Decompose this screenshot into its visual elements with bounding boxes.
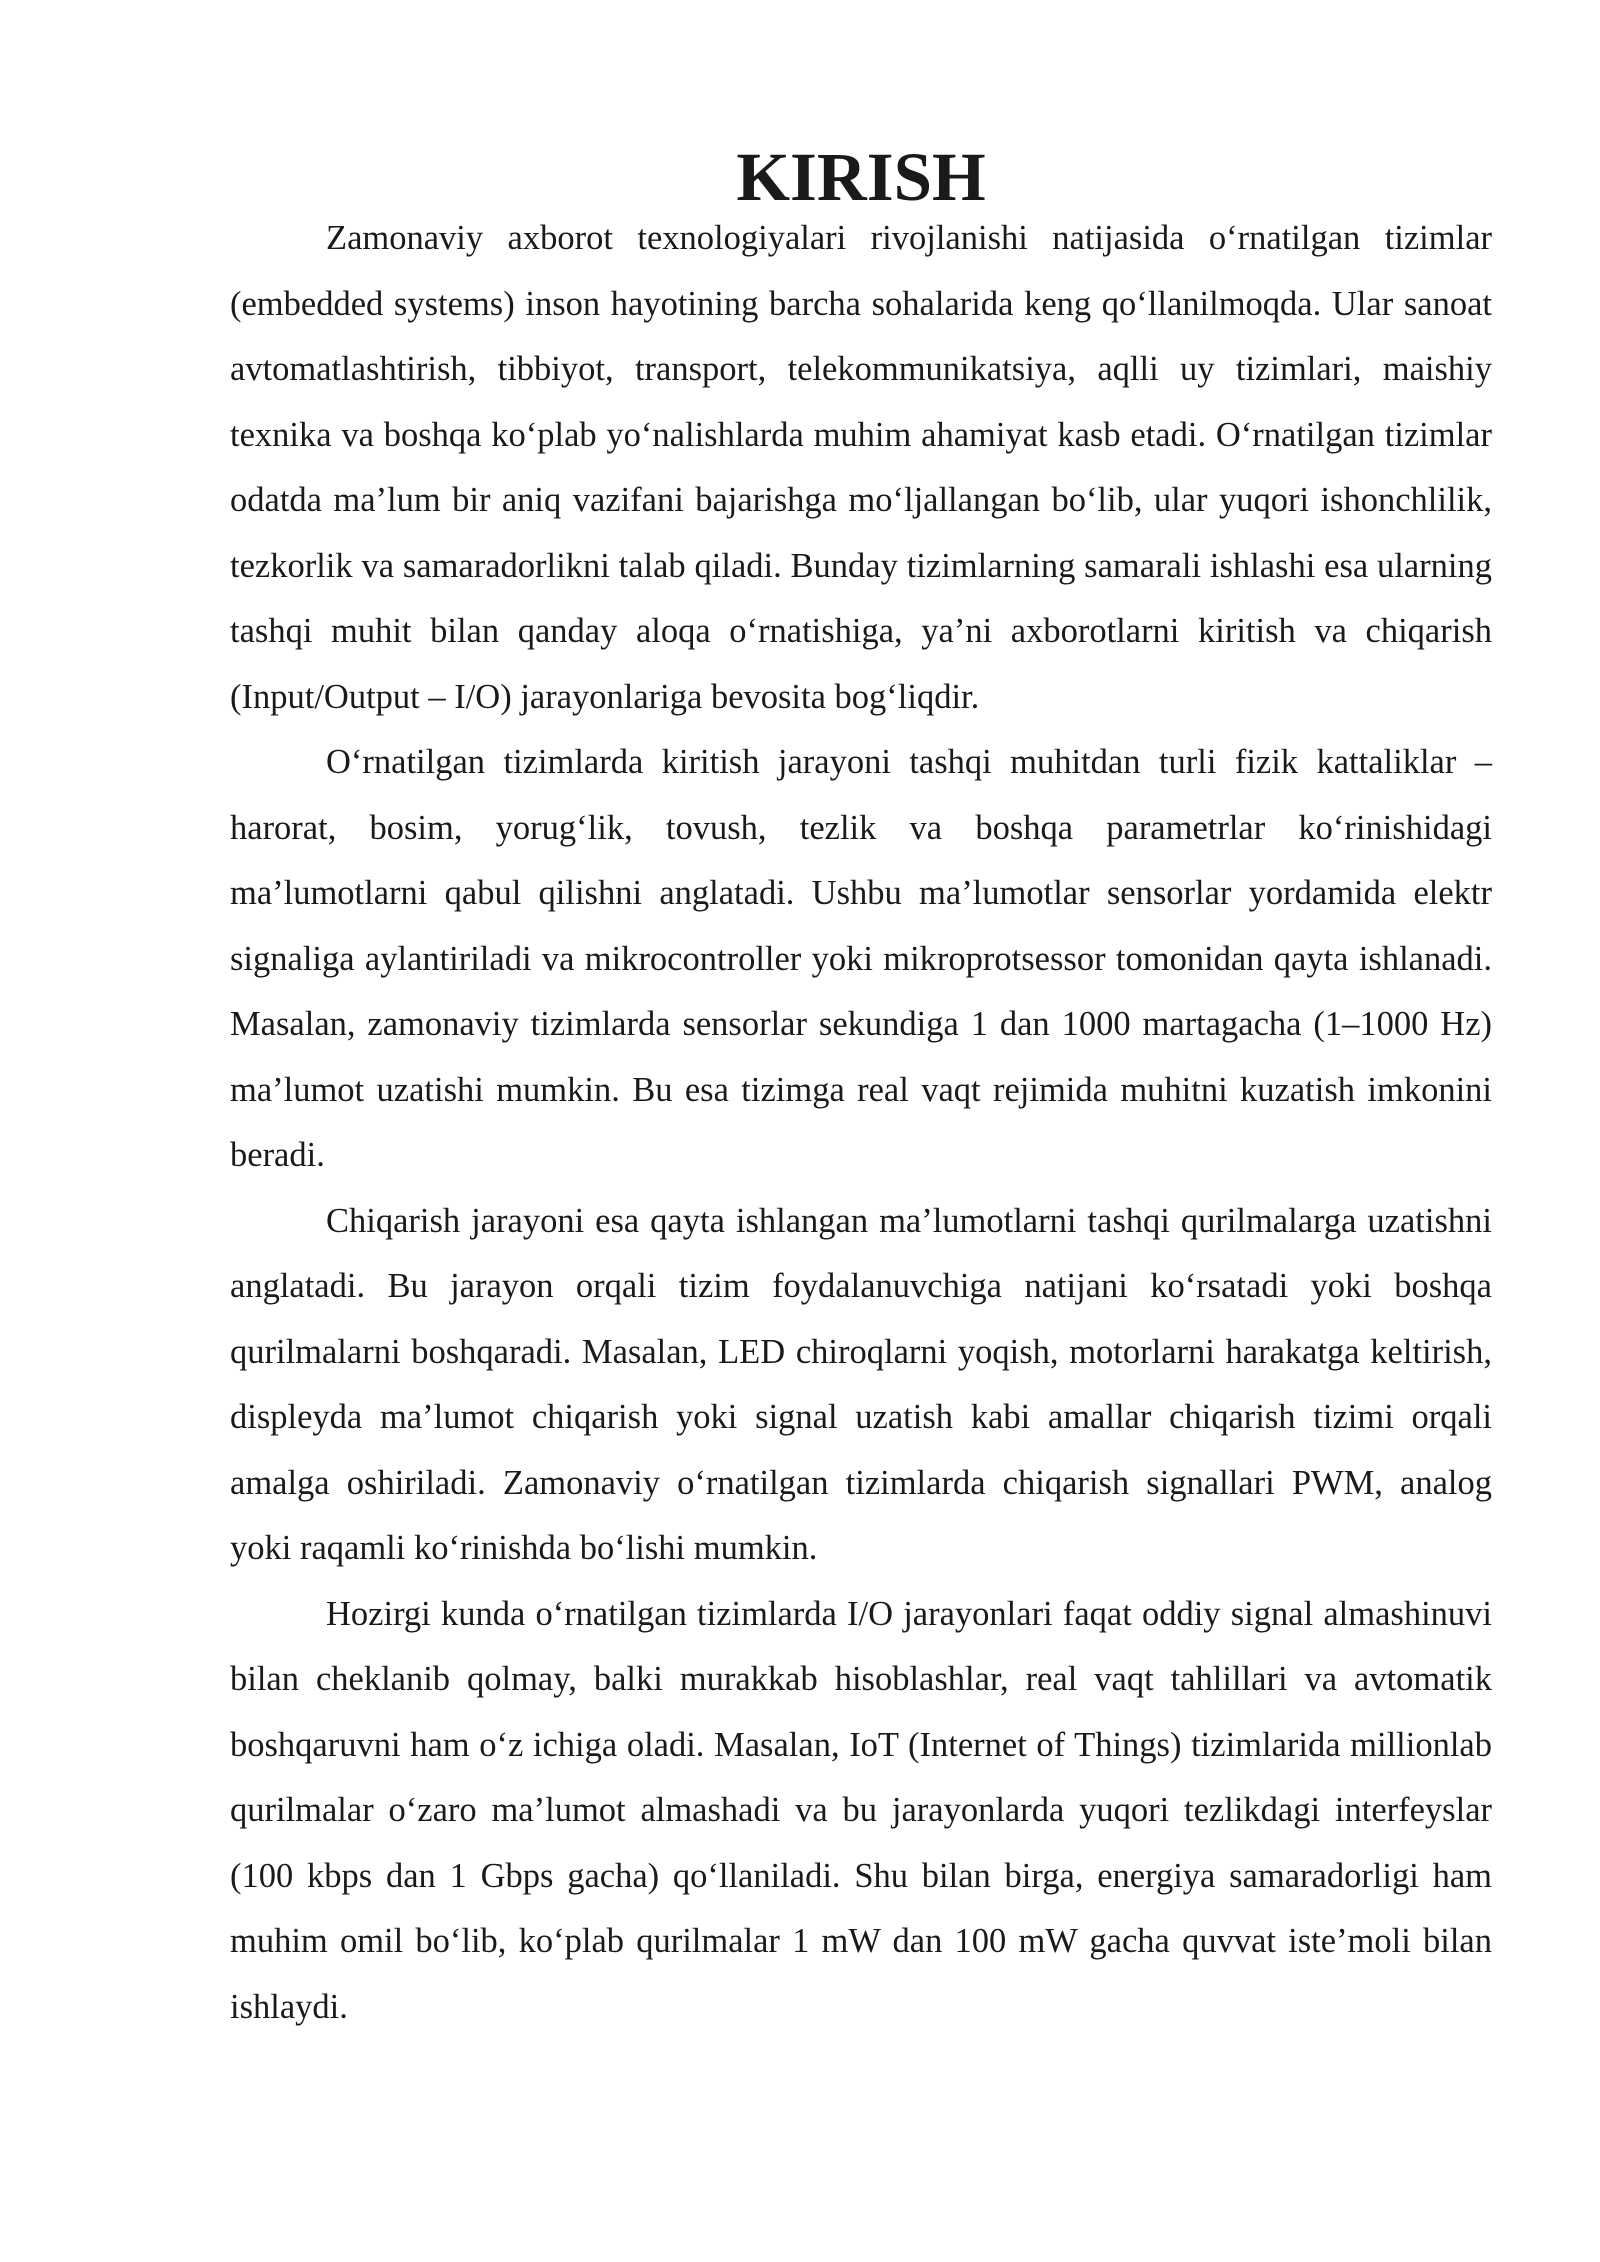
paragraph-1: Zamonaviy axborot texnologiyalari rivojlanishi natijasida o‘rnatilgan tizimlar (embedded systems) inson hayotining barcha sohalarida keng qo‘llanilmoqda. Ular sanoat avtomatlashtirish, tibbiyot, transport, telekommunikatsiya, aqlli uy tizimlari, maishiy texnika va boshqa ko‘plab yo‘nalishlarda muhim ahamiyat kasb etadi. O‘rnatilgan tizimlar odatda ma’lum bir aniq vazifani bajarishga mo‘ljallangan bo‘lib, ular yuqori ishonchlilik, tezkorlik va samaradorlikni talab qiladi. Bunday tizimlarning samarali ishlashi esa ularning tashqi muhit bilan qanday aloqa o‘rnatishiga, ya’ni axborotlarni kiritish va chiqarish (Input/Output – I/O) jarayonlariga bevosita bog‘liqdir. <box>230 219 1492 716</box>
paragraph-2: O‘rnatilgan tizimlarda kiritish jarayoni tashqi muhitdan turli fizik kattaliklar – harorat, bosim, yorug‘lik, tovush, tezlik va boshqa parametrlar ko‘rinishidagi ma’lumotlarni qabul qilishni anglatadi. Ushbu ma’lumotlar sensorlar yordamida elektr signaliga aylantiriladi va mikrocontroller yoki mikroprotsessor tomonidan qayta ishlanadi. Masalan, zamonaviy tizimlarda sensorlar sekundiga 1 dan 1000 martagacha (1–1000 Hz) ma’lumot uzatishi mumkin. Bu esa tizimga real vaqt rejimida muhitni kuzatish imkonini beradi. <box>230 743 1492 1174</box>
paragraph-4: Hozirgi kunda o‘rnatilgan tizimlarda I/O jarayonlari faqat oddiy signal almashinuvi bilan cheklanib qolmay, balki murakkab hisoblashlar, real vaqt tahlillari va avtomatik boshqaruvni ham o‘z ichiga oladi. Masalan, IoT (Internet of Things) tizimlarida millionlab qurilmalar o‘zaro ma’lumot almashadi va bu jarayonlarda yuqori tezlikdagi interfeyslar (100 kbps dan 1 Gbps gacha) qo‘llaniladi. Shu bilan birga, energiya samaradorligi ham muhim omil bo‘lib, ko‘plab qurilmalar 1 mW dan 100 mW gacha quvvat iste’moli bilan ishlaydi. <box>230 1594 1492 2026</box>
document-title: KIRISH <box>736 139 986 215</box>
document-page <box>230 139 1492 2040</box>
paragraph-3: Chiqarish jarayoni esa qayta ishlangan ma’lumotlarni tashqi qurilmalarga uzatishni anglatadi. Bu jarayon orqali tizim foydalanuvchiga natijani ko‘rsatadi yoki boshqa qurilmalarni boshqaradi. Masalan, LED chiroqlarni yoqish, motorlarni harakatga keltirish, displeyda ma’lumot chiqarish yoki signal uzatish kabi amallar chiqarish tizimi orqali amalga oshiriladi. Zamonaviy o‘rnatilgan tizimlarda chiqarish signallari PWM, analog yoki raqamli ko‘rinishda bo‘lishi mumkin. <box>230 1201 1492 1567</box>
